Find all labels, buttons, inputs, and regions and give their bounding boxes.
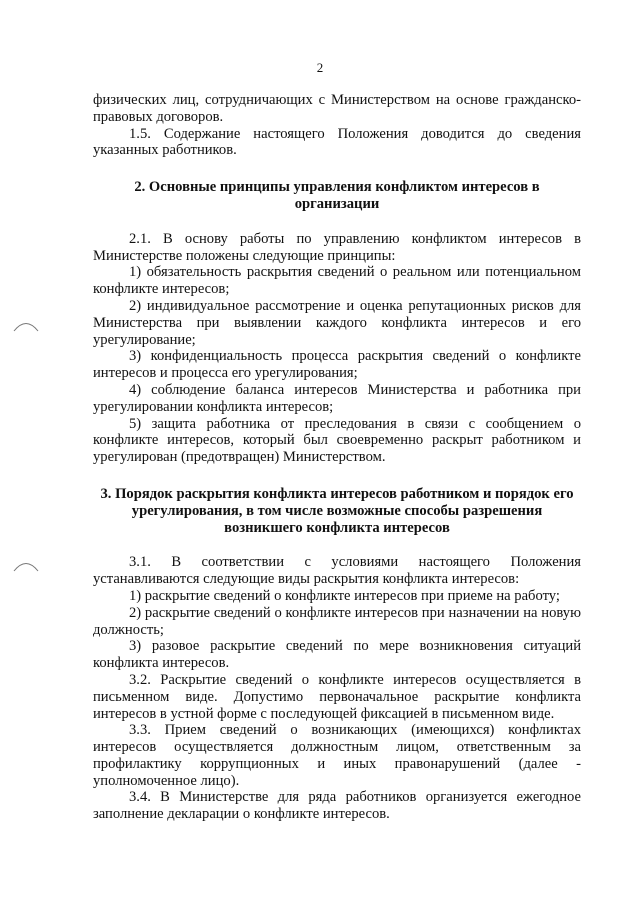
- list-item-disclosure-1: 1) раскрытие сведений о конфликте интересов при приеме на работу;: [129, 587, 560, 604]
- list-item-principle-1: 1) обязательность раскрытия сведений о реальном или потенциальном конфликте интересов;: [93, 264, 581, 298]
- list-item-principle-5: 5) защита работника от преследования в связи с сообщением о конфликте интересов, который был своевременно раскрыт работником и урегулирован (предотвращен) Министерством.: [93, 415, 581, 466]
- list-item-disclosure-3: 3) разовое раскрытие сведений по мере возникновения ситуаций конфликта интересов.: [93, 638, 581, 672]
- list-item-principle-4: 4) соблюдение баланса интересов Министерства и работника при урегулировании конфликта интересов;: [93, 381, 581, 415]
- binder-hole-mark-bottom: [12, 558, 40, 572]
- section-3-body: [93, 554, 581, 823]
- list-item-principle-3: 3) конфиденциальность процесса раскрытия сведений о конфликте интересов и процесса его урегулирования;: [93, 348, 581, 382]
- paragraph-intro-continuation: физических лиц, сотрудничающих с Министерством на основе гражданско-правовых договоров.: [93, 92, 581, 125]
- paragraph-3-4: 3.4. В Министерстве для ряда работников организуется ежегодное заполнение декларации о конфликте интересов.: [93, 789, 581, 823]
- section-2-body: [93, 231, 581, 466]
- paragraph-1-5: 1.5. Содержание настоящего Положения доводится до сведения указанных работников.: [93, 125, 581, 159]
- list-item-disclosure-2: 2) раскрытие сведений о конфликте интересов при назначении на новую должность;: [93, 604, 581, 638]
- paragraph-3-1: 3.1. В соответствии с условиями настоящего Положения устанавливаются следующие виды раскрытия конфликта интересов:: [93, 554, 581, 588]
- section-3-heading: 3. Порядок раскрытия конфликта интересов работником и порядок его урегулирования, в том числе возможные способы разрешения возникшего конфликта интересов: [100, 485, 574, 536]
- paragraph-2-1: 2.1. В основу работы по управлению конфликтом интересов в Министерстве положены следующие принципы:: [93, 230, 581, 264]
- document-body: [93, 92, 581, 823]
- list-item-principle-2: 2) индивидуальное рассмотрение и оценка репутационных рисков для Министерства при выявлении каждого конфликта интересов и его урегулирование;: [93, 297, 581, 348]
- paragraph-3-3: 3.3. Прием сведений о возникающих (имеющихся) конфликтах интересов осуществляется должностным лицом, ответственным за профилактику коррупционных и иных правонарушений (далее - уполномоченное лицо).: [93, 722, 581, 789]
- section-2-heading: 2. Основные принципы управления конфликтом интересов в организации: [134, 179, 540, 212]
- paragraph-3-2: 3.2. Раскрытие сведений о конфликте интересов осуществляется в письменном виде. Допустимо первоначальное раскрытие конфликта интересов в устной форме с последующей фиксацией в письменном виде.: [93, 671, 581, 722]
- page-number: 2: [316, 60, 324, 75]
- binder-hole-mark-top: [12, 318, 40, 332]
